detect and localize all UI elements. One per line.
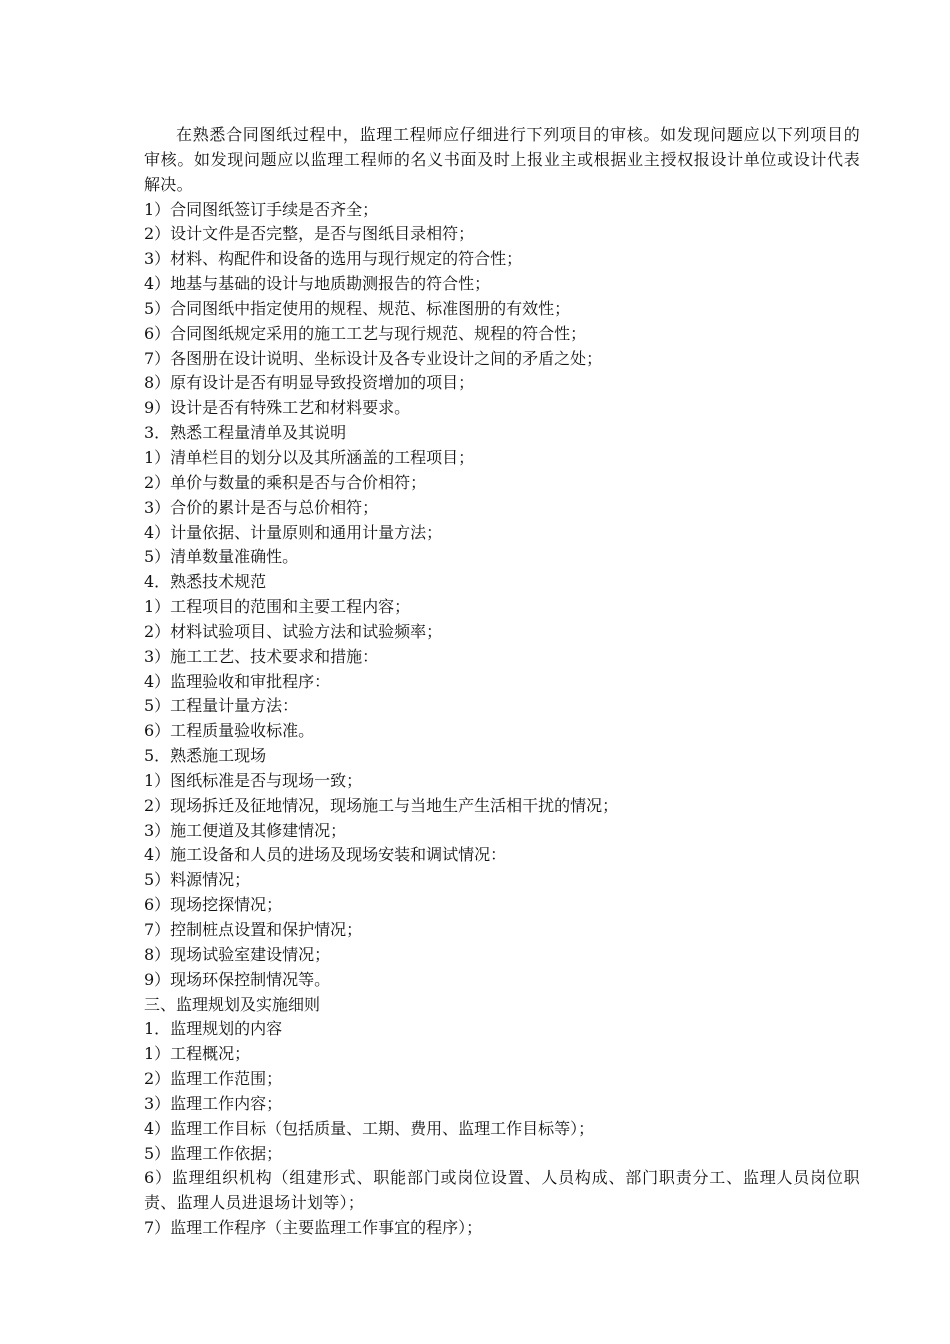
document-line: 3）合价的累计是否与总价相符； <box>144 497 379 517</box>
document-line: 6）合同图纸规定采用的施工工艺与现行规范、规程的符合性； <box>144 323 587 343</box>
document-line: 2）现场拆迁及征地情况，现场施工与当地生产生活相干扰的情况； <box>144 795 619 815</box>
document-line: 3）施工便道及其修建情况； <box>144 820 347 840</box>
document-line: 1）合同图纸签订手续是否齐全； <box>144 199 379 219</box>
document-line: 6）现场挖探情况； <box>144 895 283 915</box>
document-line: 1）工程概况； <box>144 1044 251 1064</box>
document-line: 4）施工设备和人员的进场及现场安装和调试情况： <box>144 845 507 865</box>
document-line: 5）清单数量准确性。 <box>144 547 299 567</box>
document-line: 8）现场试验室建设情况； <box>144 944 331 964</box>
document-line: 5．熟悉施工现场 <box>144 746 267 766</box>
document-line: 5）料源情况； <box>144 870 251 890</box>
document-line: 2）单价与数量的乘积是否与合价相符； <box>144 472 427 492</box>
organization-item: 6）监理组织机构（组建形式、职能部门或岗位设置、人员构成、部门职责分工、监理人员岗位职责、监理人员进退场计划等）； <box>144 1168 860 1213</box>
document-line: 9）设计是否有特殊工艺和材料要求。 <box>144 398 411 418</box>
document-line: 5）合同图纸中指定使用的规程、规范、标准图册的有效性； <box>144 298 571 318</box>
document-line: 1）工程项目的范围和主要工程内容； <box>144 597 411 617</box>
document-line: 3）施工工艺、技术要求和措施： <box>144 646 379 666</box>
document-line: 5）监理工作依据； <box>144 1143 283 1163</box>
document-line: 9）现场环保控制情况等。 <box>144 969 331 989</box>
line-list <box>144 198 860 1167</box>
document-line: 7）各图册在设计说明、坐标设计及各专业设计之间的矛盾之处； <box>144 348 603 368</box>
document-line: 4）监理验收和审批程序： <box>144 671 331 691</box>
document-line: 2）设计文件是否完整，是否与图纸目录相符； <box>144 224 475 244</box>
document-line: 8）原有设计是否有明显导致投资增加的项目； <box>144 373 475 393</box>
document-line: 三、监理规划及实施细则 <box>144 994 321 1014</box>
document-line: 3）材料、构配件和设备的选用与现行规定的符合性； <box>144 249 523 269</box>
document-line: 3）监理工作内容； <box>144 1093 283 1113</box>
document-line: 1）图纸标准是否与现场一致； <box>144 770 363 790</box>
document-line: 7）控制桩点设置和保护情况； <box>144 920 363 939</box>
document-body <box>144 123 860 1241</box>
document-line: 4．熟悉技术规范 <box>144 572 267 592</box>
document-line: 4）监理工作目标（包括质量、工期、费用、监理工作目标等）； <box>144 1118 595 1138</box>
document-line: 3．熟悉工程量清单及其说明 <box>144 423 347 443</box>
document-line: 4）计量依据、计量原则和通用计量方法； <box>144 522 443 542</box>
document-line: 6）工程质量验收标准。 <box>144 721 315 741</box>
intro-paragraph: 在熟悉合同图纸过程中，监理工程师应仔细进行下列项目的审核。如发现问题应以下列项目的审核。如发现问题应以监理工程师的名义书面及时上报业主或根据业主授权报设计单位或设计代表解决。 <box>144 125 860 194</box>
document-line: 2）监理工作范围； <box>144 1069 283 1089</box>
document-line: 2）材料试验项目、试验方法和试验频率； <box>144 621 443 641</box>
document-line: 5）工程量计量方法： <box>144 696 299 716</box>
document-line: 1）清单栏目的划分以及其所涵盖的工程项目； <box>144 447 475 467</box>
document-line: 1．监理规划的内容 <box>144 1019 283 1039</box>
procedure-item: 7）监理工作程序（主要监理工作事宜的程序）； <box>144 1218 483 1238</box>
document-line: 4）地基与基础的设计与地质勘测报告的符合性； <box>144 274 491 294</box>
